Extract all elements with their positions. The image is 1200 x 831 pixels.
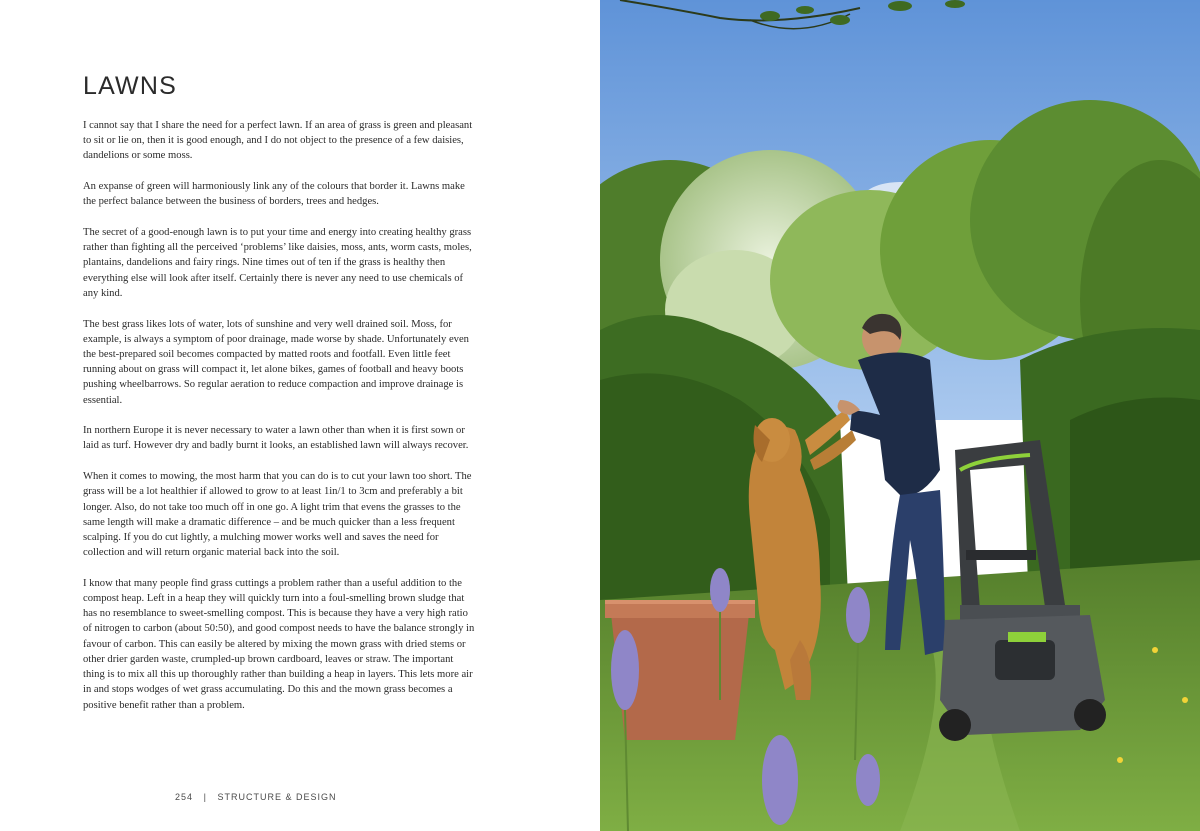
paragraph: In northern Europe it is never necessary to water a lawn other than when it is first sown or laid as turf. However dry and badly burnt it looks, an established lawn will always recover. xyxy=(83,425,469,452)
page-heading: LAWNS xyxy=(83,72,177,100)
folio xyxy=(175,792,336,802)
garden-photo-icon xyxy=(600,0,1200,831)
body-text xyxy=(83,118,475,728)
paragraph: The secret of a good-enough lawn is to put your time and energy into creating healthy grass rather than fighting all the perceived ‘problems’ like daisies, moss, ants, worm casts, moles, plantains, dandelions and fairy rings. Nine times out of ten if the grass is healthy then everything else will look after itself. Certainly there is never any need to use chemicals of any kind. xyxy=(83,227,472,299)
paragraph: When it comes to mowing, the most harm that you can do is to cut your lawn too short. The grass will be a lot healthier if allowed to grow to at least 1in/1 to 3cm and preferably a bit longer. Also, do not take too much off in one go. A light trim that evens the grasses to the same length will make a dramatic difference – and be much quicker than a less frequent scalping. If you do cut lightly, a mulching mower works well and saves the need for collection and will return organic material back into the soil. xyxy=(83,471,472,559)
garden-photo xyxy=(600,0,1200,831)
paragraph: I cannot say that I share the need for a perfect lawn. If an area of grass is green and pleasant to sit or lie on, then it is good enough, and I do not object to the presence of a few daisies, dandelions or some moss. xyxy=(83,120,473,162)
section-title: STRUCTURE & DESIGN xyxy=(217,792,337,802)
page-number: 254 xyxy=(175,792,194,802)
folio-separator: | xyxy=(203,792,207,802)
paragraph: The best grass likes lots of water, lots of sunshine and very well drained soil. Moss, for example, is always a symptom of poor drainage, made worse by shade. Unfortunately even the best-prepared soil becomes compacted by matted roots and footfall. Even little feet running about on grass will compact it, let alone bikes, games of football and heavy boots pushing wheelbarrows. So regular aeration to reduce compaction and improve drainage is essential. xyxy=(83,318,469,406)
paragraph: I know that many people find grass cuttings a problem rather than a useful addition to the compost heap. Left in a heap they will quickly turn into a foul-smelling brown sludge that has no resemblance to sweet-smelling compost. This is because they have a very high ratio of nitrogen to carbon (about 50:50), and good compost needs to have the balance strongly in favour of carbon. This can easily be altered by mixing the mown grass with dried stems or other drier garden waste, crumpled-up brown cardboard, leaves or straw. The important thing is to mix all this up thoroughly rather than building a heap in layers. This lets more air in and stops wodges of wet grass accumulating. Do this and the mown grass becomes a positive benefit rather than a problem. xyxy=(83,577,475,711)
paragraph: An expanse of green will harmoniously link any of the colours that border it. Lawns make the perfect balance between the business of borders, trees and hedges. xyxy=(83,181,465,208)
